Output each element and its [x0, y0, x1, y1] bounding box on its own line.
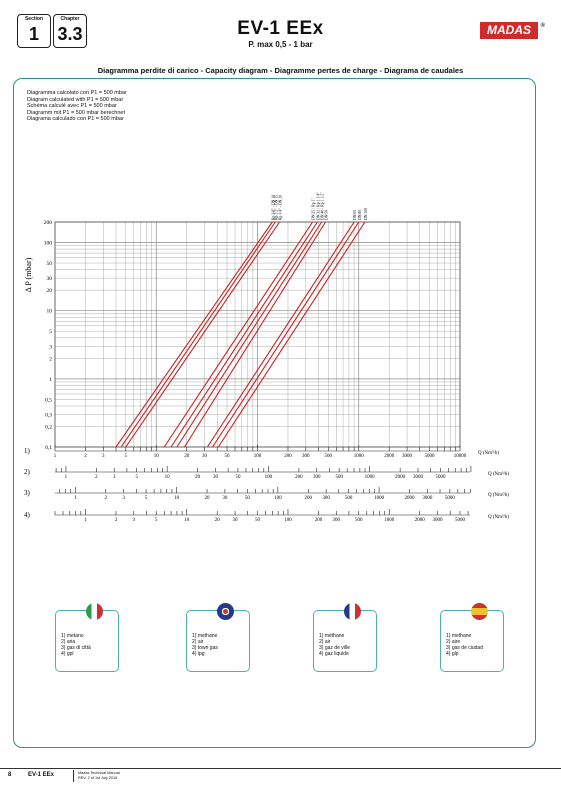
y-tick-label: 10: [46, 308, 52, 315]
y-tick-label: 0,1: [45, 445, 52, 451]
section-number: 1: [28, 24, 39, 44]
note-line: Diagram calculated with P1 = 500 mbar: [27, 96, 124, 103]
note-line: Diagramma calcolato con P1 = 500 mbar: [27, 90, 127, 96]
legend-line: 3) gas di città: [61, 645, 91, 651]
scale-tick-label: 2: [95, 475, 98, 480]
scale-tick-label: 300: [302, 454, 310, 459]
y-tick-label: 200: [43, 220, 52, 226]
series-label: Rp 3/8" - DN 10: [271, 194, 276, 220]
legend-line: 1) méthane: [319, 633, 345, 639]
series-line: [164, 222, 312, 447]
scale-tick-label: 1000: [364, 475, 375, 480]
series-line: [207, 222, 354, 447]
legend-line: 2) aria: [61, 639, 76, 645]
series-label: DN 80: [357, 209, 362, 220]
scale-tick-label: 200: [304, 496, 313, 501]
scale-tick-label: 1: [74, 496, 77, 501]
scale-tick-label: 3000: [402, 454, 413, 459]
y-tick-label: 0,3: [45, 412, 52, 419]
scale-tick-label: 1000: [374, 496, 385, 501]
scale-tick-label: 1000: [384, 518, 395, 523]
scale-tick-label: 10: [184, 518, 190, 523]
scale-tick-label: 50: [235, 475, 241, 480]
uk-flag-icon: [217, 603, 234, 620]
scale-tick-label: 500: [344, 496, 353, 501]
legend-line: 4) lpg: [192, 651, 205, 657]
scale-label: 2): [24, 468, 30, 476]
y-tick-label: 1: [49, 376, 52, 383]
scale-tick-label: 100: [274, 496, 282, 501]
scale-tick-label: 50: [244, 496, 250, 501]
legend-line: 2) air: [319, 639, 331, 645]
scale-tick-label: 5000: [424, 454, 435, 459]
section-label: Section: [24, 16, 44, 22]
legend-line: 4) gpl: [61, 651, 74, 657]
series-label: DN 65: [353, 209, 358, 220]
legend-line: 1) metano: [61, 633, 84, 639]
series-label: DN 50: [324, 209, 329, 220]
scale-tick-label: 5000: [455, 518, 465, 523]
scale-tick-label: 20: [204, 496, 210, 501]
y-axis-label: Δ P (mbar): [24, 257, 33, 293]
page-subtitle: P. max 0,5 - 1 bar: [248, 40, 313, 49]
scale-tick-label: 1: [64, 475, 68, 480]
scale-tick-label: 3000: [412, 475, 423, 480]
scale-tick-label: 300: [332, 518, 341, 523]
scale-unit: Q (Nm³/h): [478, 451, 500, 456]
scale-tick-label: 3000: [422, 496, 433, 501]
scale-label: 4): [24, 511, 30, 519]
scale-tick-label: 3000: [432, 518, 443, 523]
scale-tick-label: 5000: [444, 496, 455, 501]
diagram-title: Diagramma perdite di carico - Capacity diagram - Diagramme pertes de charge - Diagrama de caudales: [97, 66, 464, 75]
scale-label: 1): [24, 447, 30, 455]
scale-tick-label: 500: [355, 518, 363, 523]
note-line: Schéma calculé avec P1 = 500 mbar: [27, 103, 117, 109]
scale-unit: Q (Nm³/h): [488, 493, 510, 498]
series-line: [171, 222, 317, 447]
legend-line: 1) methane: [446, 633, 472, 639]
scale-tick-label: 2: [84, 454, 87, 459]
registered-mark-icon: ®: [540, 23, 545, 29]
scale-tick-label: 5: [144, 496, 148, 501]
y-tick-label: 100: [43, 240, 52, 247]
scale-unit: Q (Nm³/h): [488, 472, 510, 477]
scale-tick-label: 2: [114, 518, 118, 523]
y-tick-label: 2: [49, 356, 52, 363]
scale-tick-label: 2000: [384, 454, 395, 459]
brand-name: MADAS: [487, 23, 531, 37]
scale-tick-label: 1: [84, 518, 87, 523]
scale-tick-label: 200: [314, 518, 323, 523]
series-label: Rp 3/4" - DN 20: [278, 194, 283, 220]
y-tick-label: 5: [49, 329, 52, 336]
legend-line: 3) gas de ciudad: [446, 645, 483, 651]
scale-tick-label: 5: [124, 454, 128, 459]
note-line: Diagramm mit P1 = 500 mbar berechnet: [27, 109, 125, 116]
legend-line: 4) glp: [446, 651, 459, 657]
page-title: EV-1 EEx: [237, 18, 324, 39]
scale-tick-label: 50: [224, 454, 230, 459]
scale-label: 3): [24, 489, 30, 497]
spain-flag-icon: [471, 603, 488, 620]
scale-tick-label: 30: [202, 454, 208, 459]
scale-tick-label: 20: [195, 475, 201, 480]
series-label: Rp 1/2" - DN 15: [274, 194, 279, 220]
series-label: DN 25 / Rp 1": [311, 197, 316, 220]
scale-tick-label: 20: [214, 518, 220, 523]
scale-tick-label: 30: [212, 475, 218, 480]
page-number: 8: [8, 772, 12, 778]
footer-product: EV-1 EEx: [28, 772, 55, 778]
scale-tick-label: 300: [322, 496, 330, 501]
france-flag-icon: [344, 603, 361, 620]
scale-tick-label: 3: [122, 496, 125, 501]
scale-tick-label: 10: [174, 496, 180, 501]
scale-tick-label: 10000: [453, 454, 467, 459]
series-label: DN 100: [363, 207, 368, 220]
chapter-number: 3.3: [57, 24, 83, 44]
series-label: DN 40 / Rp 1 1/2": [320, 192, 325, 220]
scale-tick-label: 30: [222, 496, 228, 501]
y-tick-label: 30: [46, 276, 52, 283]
legend-card-it: [55, 610, 119, 672]
note-line: Diagrama calculado con P1 = 500 mbar: [27, 116, 124, 122]
footer-info-line: REV. 2 of 1st July 2016: [78, 775, 118, 780]
scale-tick-label: 10: [164, 475, 170, 480]
scale-tick-label: 3: [132, 518, 136, 523]
scale-tick-label: 20: [184, 454, 190, 459]
legend-card-en: [186, 610, 250, 672]
y-tick-label: 0,2: [45, 424, 52, 431]
scale-tick-label: 300: [312, 475, 321, 480]
legend-line: 3) town gas: [192, 645, 218, 651]
scale-tick-label: 2000: [395, 475, 406, 480]
y-tick-label: 50: [46, 261, 52, 268]
scale-tick-label: 5: [135, 475, 138, 480]
scale-tick-label: 3: [112, 475, 116, 480]
scale-tick-label: 500: [324, 454, 333, 459]
scale-unit: Q (Nm³/h): [488, 515, 510, 520]
series-line: [126, 222, 280, 447]
italy-flag-icon: [86, 603, 103, 620]
y-tick-label: 3: [49, 344, 52, 351]
series-line: [213, 222, 359, 447]
scale-tick-label: 1000: [353, 454, 364, 459]
scale-tick-label: 200: [284, 454, 292, 459]
scale-tick-label: 500: [335, 475, 343, 480]
legend-line: 2) air: [192, 639, 204, 645]
legend-line: 4) gaz liquide: [319, 651, 349, 657]
legend-line: 1) methane: [192, 633, 218, 639]
legend-card-fr: [313, 610, 377, 672]
scale-tick-label: 50: [255, 518, 260, 523]
series-line: [184, 222, 325, 447]
scale-tick-label: 3: [102, 454, 105, 459]
legend-line: 3) gaz de ville: [319, 645, 350, 651]
scale-tick-label: 2000: [404, 496, 415, 501]
series-label: DN 32 / Rp 1 1/4": [316, 192, 321, 220]
chapter-label: Chapter: [60, 16, 80, 22]
y-tick-label: 20: [46, 288, 52, 295]
footer-info: [78, 771, 120, 781]
scale-tick-label: 10: [153, 454, 159, 459]
legend-line: 2) aire: [446, 639, 461, 645]
legend-card-es: [440, 610, 504, 672]
scale-tick-label: 5000: [435, 475, 446, 480]
scale-tick-label: 2000: [414, 518, 425, 523]
scale-tick-label: 5: [155, 518, 158, 523]
footer-divider: [0, 768, 561, 769]
scale-tick-label: 2: [104, 496, 108, 501]
scale-tick-label: 200: [295, 475, 303, 480]
scale-tick-label: 30: [232, 518, 238, 523]
scale-tick-label: 100: [264, 475, 273, 480]
y-tick-label: 0,5: [45, 397, 52, 404]
scale-tick-label: 100: [253, 454, 262, 459]
scale-tick-label: 100: [284, 518, 292, 523]
footer-separator: [73, 770, 74, 782]
footer-info-line: Madas Technical Manual: [78, 771, 120, 775]
scale-tick-label: 1: [53, 454, 57, 459]
